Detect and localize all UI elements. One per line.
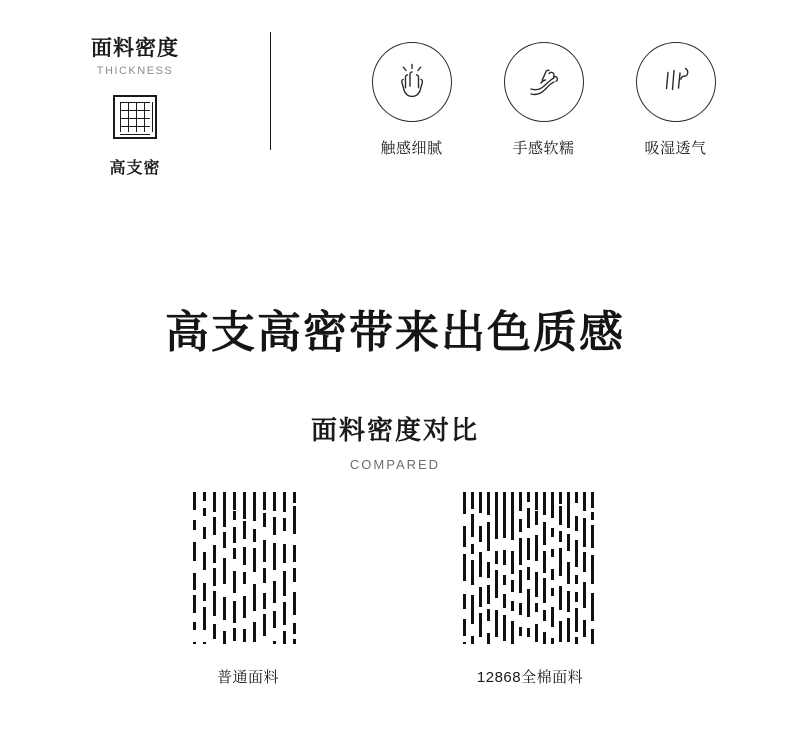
feature-item xyxy=(368,42,456,158)
grid-density-icon-lines xyxy=(120,102,150,132)
swatch-label: 普通面料 xyxy=(216,669,279,686)
feature-label: 触感细腻 xyxy=(380,140,443,157)
open-hands-icon xyxy=(372,42,452,122)
compare-title-en: COMPARED xyxy=(349,457,441,472)
feature-item xyxy=(500,42,588,158)
density-label: 高支密 xyxy=(109,160,161,178)
swatch-comparison xyxy=(0,492,790,687)
grid-density-icon xyxy=(113,95,157,139)
feature-label: 吸湿透气 xyxy=(644,140,707,157)
hand-on-fabric-icon xyxy=(504,42,584,122)
section-title-cn: 面料密度 xyxy=(91,37,179,60)
section-title-en: THICKNESS xyxy=(96,65,174,78)
fabric-swatch-dense xyxy=(463,492,597,644)
swatch-column xyxy=(193,492,303,687)
feature-item xyxy=(632,42,720,158)
feature-list xyxy=(271,28,790,158)
compare-title-cn: 面料密度对比 xyxy=(310,415,479,445)
fabric-swatch-ordinary xyxy=(193,492,303,644)
compare-heading xyxy=(0,410,790,472)
headline: 高支高密带来出色质感 xyxy=(165,308,625,357)
moisture-breathable-icon xyxy=(636,42,716,122)
density-summary-block xyxy=(0,28,270,178)
swatch-label: 12868全棉面料 xyxy=(476,669,584,686)
swatch-column xyxy=(463,492,597,687)
top-section xyxy=(0,28,790,178)
feature-label: 手感软糯 xyxy=(512,140,575,157)
